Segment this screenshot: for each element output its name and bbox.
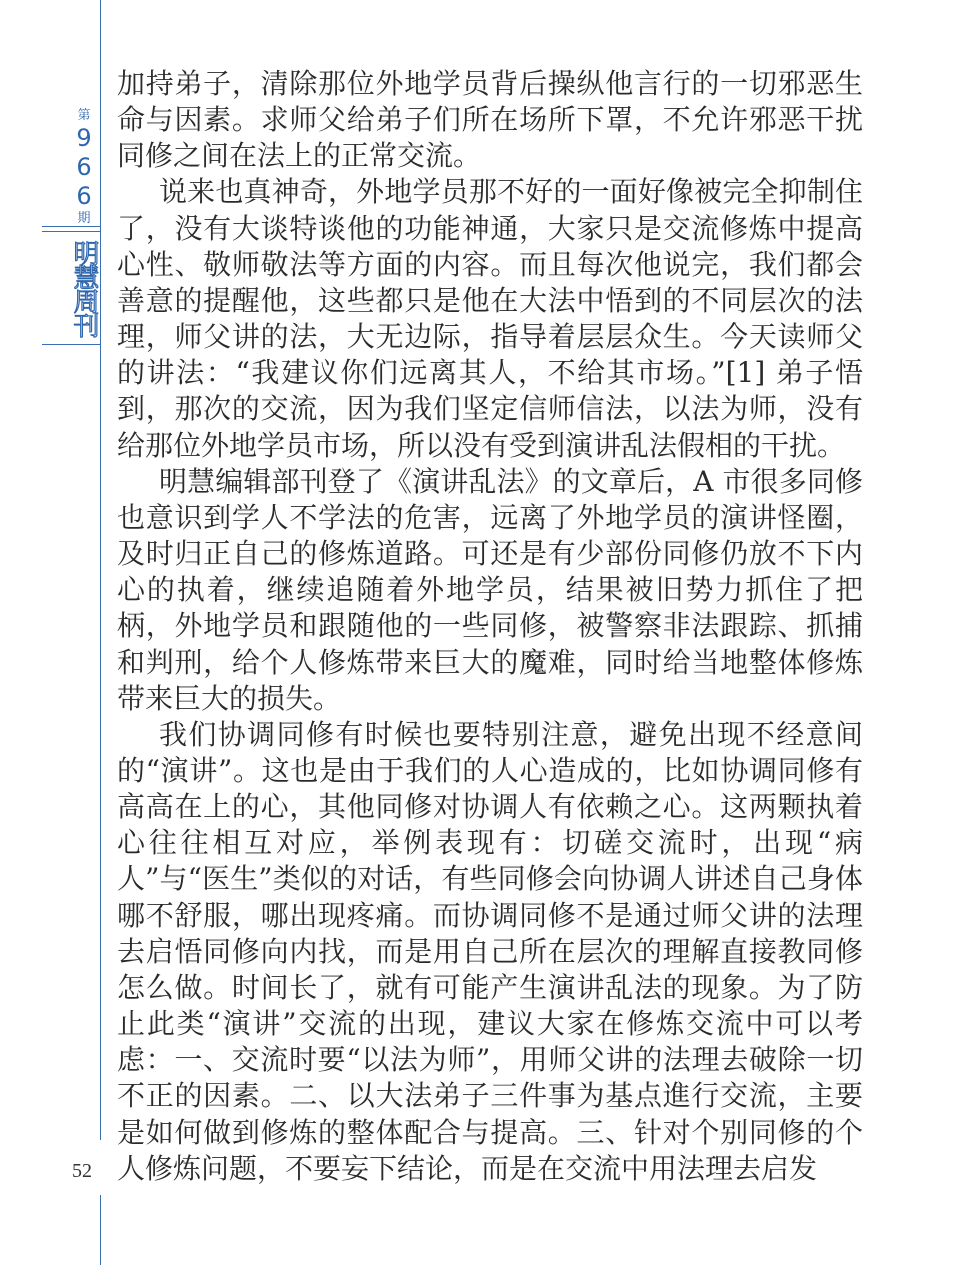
article-body bbox=[117, 66, 863, 1187]
issue-digit: 9 bbox=[76, 124, 92, 152]
sidebar-divider-line bbox=[100, 0, 101, 1140]
issue-digit: 6 bbox=[76, 182, 92, 210]
sidebar-rule bbox=[42, 344, 100, 345]
issue-suffix: 期 bbox=[77, 211, 91, 226]
issue-digit: 6 bbox=[76, 153, 92, 181]
paragraph: 说来也真神奇，外地学员那不好的一面好像被完全抑制住了，没有大谈特谈他的功能神通，大家只是交流修炼中提高心性、敬师敬法等方面的内容。而且每次他说完，我们都会善意的提醒他，这些都只是他在大法中悟到的不同层次的法理，师父讲的法，大无边际，指导着层层众生。今天读师父的讲法：“我建议你们远离其人，不给其市场。”[1] 弟子悟到，那次的交流，因为我们坚定信师信法，以法为师，没有给那位外地学员市场，所以没有受到演讲乱法假相的干扰。 bbox=[117, 175, 863, 462]
sidebar-divider-line-lower bbox=[100, 1195, 101, 1265]
sidebar-rule bbox=[42, 226, 100, 227]
magazine-title: 明慧周刊 bbox=[69, 240, 99, 336]
paragraph: 明慧编辑部刊登了《演讲乱法》的文章后，A 市很多同修也意识到学人不学法的危害，远离了外地学员的演讲怪圈，及时归正自己的修炼道路。可还是有少部份同修仍放不下内心的执着，继续追随着外地学员，结果被旧势力抓住了把柄，外地学员和跟随他的一些同修，被警察非法跟踪、抓捕和判刑，给个人修炼带来巨大的魔难，同时给当地整体修炼带来巨大的损失。 bbox=[117, 464, 863, 715]
issue-prefix: 第 bbox=[77, 108, 91, 123]
sidebar-rule bbox=[42, 231, 100, 232]
issue-number bbox=[68, 108, 100, 227]
page-number: 52 bbox=[72, 1160, 92, 1182]
paragraph: 我们协调同修有时候也要特别注意，避免出现不经意间的“演讲”。这也是由于我们的人心造成的，比如协调同修有高高在上的心，其他同修对协调人有依赖之心。这两颗执着心往往相互对应，举例表现有：切磋交流时，出现“病人”与“医生”类似的对话，有些同修会向协调人讲述自己身体哪不舒服，哪出现疼痛。而协调同修不是通过师父讲的法理去启悟同修向内找，而是用自己所在层次的理解直接教同修怎么做。时间长了，就有可能产生演讲乱法的现象。为了防止此类“演讲”交流的出现，建议大家在修炼交流中可以考虑：一、交流时要“以法为师”，用师父讲的法理去破除一切不正的因素。二、以大法弟子三件事为基点進行交流，主要是如何做到修炼的整体配合与提高。三、针对个别同修的个人修炼问题，不要妄下结论，而是在交流中用法理去启发 bbox=[117, 717, 863, 1185]
paragraph: 加持弟子，清除那位外地学员背后操纵他言行的一切邪恶生命与因素。求师父给弟子们所在场所下罩，不允许邪恶干扰同修之间在法上的正常交流。 bbox=[117, 67, 863, 173]
